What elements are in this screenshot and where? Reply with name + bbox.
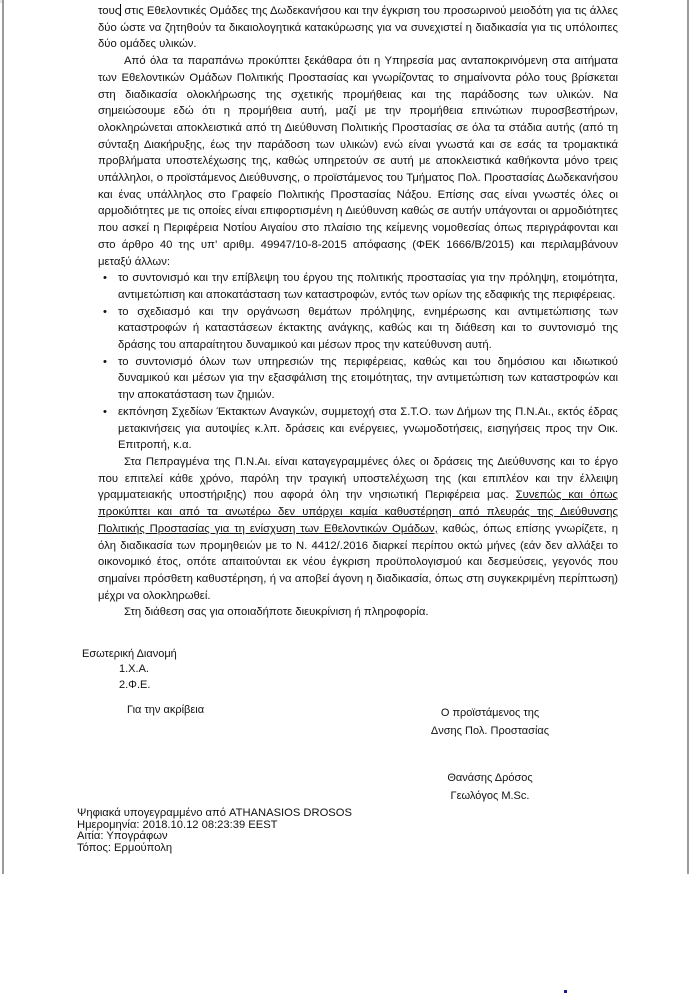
internal-distribution: [82, 646, 177, 693]
paragraph-3: [98, 454, 618, 604]
para3-start: Στα Πεπραγμένα της Π.Ν.Αι. είναι καταγεγραμμένες όλες οι δράσεις της Διεύθυνσης και το έργο που επιτελεί κάθε χρόνο, παρόλη την τραγική υποστελέχωση της (και επιπλέον και την έλλειψη γραμματειακής υποστήριξης) που αφορά όλη την νησιωτική Περιφέρεια μας.: [98, 455, 618, 502]
digital-signature-signed-by: Ψηφιακά υπογεγραμμένο από ATHANASIOS DROSOS: [77, 807, 352, 819]
para3-underlined: Συνεπώς και όπως προκύπτει και από τα ανωτέρω δεν υπάρχει καμία καθυστέρηση από πλευράς της Διεύθυνσης Πολιτικής Προστασίας για τη ενίσχυση των Εθελοντικών Ομάδων,: [98, 489, 618, 535]
list-item: • εκπόνηση Σχεδίων Έκτακτων Αναγκών, συμμετοχή στα Σ.Τ.Ο. των Δήμων της Π.Ν.Αι., εκτός έδρας μετακινήσεις για αυτοψίες κ.λπ. δράσεις και ενέργειες, γνωμοδοτήσεις, εισηγήσεις προς την Οικ. Επιτροπή, κ.α.: [118, 404, 618, 454]
distribution-item: 2.Φ.Ε.: [119, 678, 151, 691]
distribution-item: 1.Χ.Α.: [119, 663, 149, 675]
responsibilities-list: [98, 270, 618, 454]
digital-signature-date: Ημερομηνία: 2018.10.12 08:23:39 EEST: [77, 818, 278, 831]
digital-signature-location: Τόπος: Ερμούπολη: [77, 841, 173, 854]
distribution-title: Εσωτερική Διανομή: [82, 648, 177, 660]
para1-start: τους: [98, 5, 121, 17]
list-item: • το συντονισμό όλων των υπηρεσιών της περιφέρειας, καθώς και του δημόσιου και ιδιωτικού δυναμικού και μέσων για την εξασφάλιση της ετοιμότητας, την αντιμετώπιση των καταστροφών και την αποκατάσταση των ζημιών.: [118, 354, 618, 404]
list-item: • το σχεδιασμό και την οργάνωση θεμάτων πρόληψης, ενημέρωσης και αντιμετώπισης των καταστροφών ή καταστάσεων έκτακτης ανάγκης, καθώς και τη διάθεση και το συντονισμό της δράσης του απαραίτητου δυναμικού και μέσων προς την κατεύθυνση αυτή.: [118, 304, 618, 354]
digital-signature-reason: Αιτία: Υπογράφων: [77, 830, 168, 842]
chief-title: [420, 704, 560, 740]
signer-title: Γεωλόγος M.Sc.: [450, 790, 530, 802]
digital-signature[interactable]: [77, 808, 352, 854]
chief-line-1: Ο προϊστάμενος της: [440, 707, 540, 719]
signer-block: [420, 769, 560, 805]
paragraph-4: Στη διάθεση σας για οποιαδήποτε διευκρίνιση ή πληροφορία.: [124, 606, 429, 619]
accuracy-label: Για την ακρίβεια: [127, 704, 205, 716]
document-body: [98, 3, 618, 621]
paragraph-2: Από όλα τα παραπάνω προκύπτει ξεκάθαρα ότι η Υπηρεσία μας ανταποκρινόμενη στα αιτήματα των Εθελοντικών Ομάδων Πολιτικής Προστασίας και γνωρίζοντας το σημαίνοντα ρόλο τους βρίσκεται στη διαδικασία ολοκλήρωσης της σχετικής προμήθειας και της παράδοσης των υλικών. Να σημειώσουμε εδώ ότι η προμήθεια αυτή, μαζί με την προμήθεια επινώτιων πυροσβεστήρων, ολοκληρώνεται αποκλειστικά από τη Διεύθυνση Πολιτικής Προστασίας σε όλα τα στάδια αυτής (από τη σύνταξη Διακήρυξης, έως την παράδοση των υλικών) ενώ είναι γνωστά και σε εσάς τα τρομακτικά προβλήματα υποστελέχωσης της, καθώς υπηρετούν σε αυτή με αποκλειστικά καθήκοντα μόνο τρεις υπάλληλοι, ο προϊστάμενος Διεύθυνσης, ο προϊστάμενος του Τμήματος Πολ. Προστασίας Δωδεκανήσου και ένας υπάλληλος στο Γραφείο Πολιτικής Προστασίας Νάξου. Επίσης σας είναι γνωστές όλες οι αρμοδιότητες με τις οποίες είναι επιφορτισμένη η Διεύθυνση καθώς σε αυτήν υπάγονται οι αρμοδιότητες που ασκεί η Περιφέρεια Νοτίου Αιγαίου στο πλαίσιο της κείμενης νομοθεσίας όπως περιγράφονται και στο άρθρο 40 της υπ’ αριθμ. 49947/10-8-2015 απόφασης (ΦΕΚ 1666/Β/2015) και περιλαμβάνουν μεταξύ άλλων:: [98, 55, 618, 268]
paragraph-1: [98, 3, 618, 53]
para1-rest: στις Εθελοντικές Ομάδες της Δωδεκανήσου και την έγκριση του προσωρινού μειοδότη για τις άλλες δύο ώστε να ζητηθούν τα δικαιολογητικά κατακύρωσης για να συνεχιστεί η διαδικασία για τις υπόλοιπες δύο ομάδες υλικών.: [98, 5, 618, 51]
signer-name: Θανάσης Δρόσος: [447, 772, 533, 784]
chief-line-2: Δνσης Πολ. Προστασίας: [430, 725, 550, 737]
para3-end: καθώς, όπως επίσης γνωρίζετε, η όλη διαδικασία των προμηθειών με το Ν. 4412/.2016 διαρκεί περίπου οκτώ μήνες (εάν δεν αλλάξει το οικονομικό έτος, οπότε απαιτούνται εκ νέου έγκριση προϋπολογισμού και δεσμεύσεις, γεγονός που σημαίνει πρόσθετη καθυστέρηση, ή να αποβεί άγονη η διαδικασία, όπως στη συγκεκριμένη περίπτωση) μέχρι να ολοκληρωθεί.: [98, 522, 618, 602]
list-item: • το συντονισμό και την επίβλεψη του έργου της πολιτικής προστασίας για την πρόληψη, ετοιμότητα, αντιμετώπιση και αποκατάσταση των καταστροφών, εντός των ορίων της εδαφικής της περιφέρειας.: [118, 270, 618, 303]
